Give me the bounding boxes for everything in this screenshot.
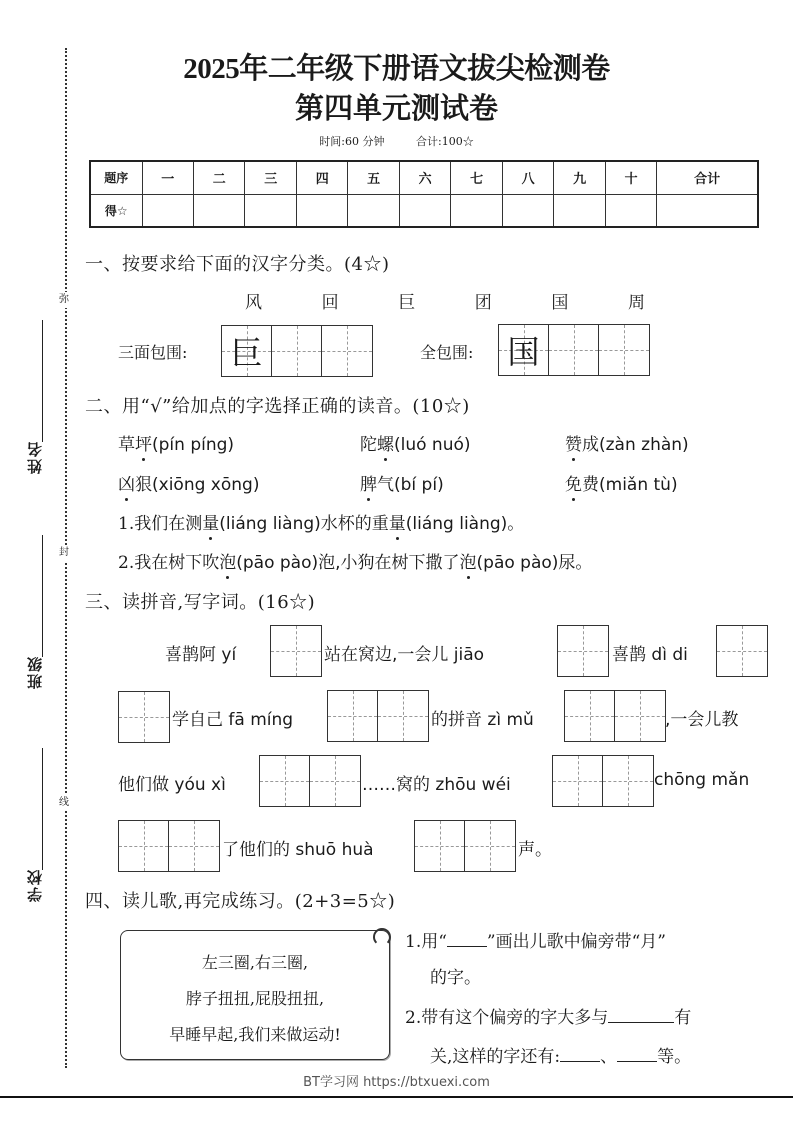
score-table-score-row (90, 194, 758, 227)
q2-sentence-2[interactable]: 2.我在树下吹泡(pāo pào)泡,小狗在树下撒了泡(pāo pào)尿。 (118, 553, 593, 573)
col-6: 六 (399, 161, 450, 194)
q2-item[interactable]: 草坪(pín píng) (118, 435, 235, 455)
q1-group1-example: 巨 (230, 334, 263, 372)
poem-line: 早睡早起,我们来做运动! (169, 1025, 341, 1044)
q4-blank-example-1[interactable] (560, 1061, 600, 1062)
q1-group2-example: 国 (507, 333, 540, 371)
q3-answer-grid[interactable] (118, 820, 220, 872)
score-cell[interactable] (657, 194, 758, 227)
writing-cell[interactable] (599, 325, 649, 375)
paper-clip-icon (373, 928, 391, 946)
page-title: 2025年二年级下册语文拔尖检测卷 (183, 53, 610, 85)
q3-answer-grid[interactable] (716, 625, 768, 677)
total-score: 合计:100☆ (416, 135, 474, 148)
q3-text: 声。 (518, 840, 552, 860)
q3-answer-grid[interactable] (557, 625, 609, 677)
q3-answer-grid[interactable] (118, 691, 170, 743)
col-3: 三 (245, 161, 296, 194)
q3-text: 的拼音 zì mǔ (431, 710, 534, 730)
writing-cell[interactable] (272, 326, 322, 376)
page-subtitle: 第四单元测试卷 (294, 93, 498, 125)
q4-blank-related[interactable] (608, 1022, 674, 1023)
score-cell[interactable] (245, 194, 296, 227)
name-field-line[interactable] (42, 320, 43, 442)
seal-char-xian: 线 (59, 795, 69, 811)
score-cell[interactable] (502, 194, 553, 227)
row-label-score: 得☆ (90, 194, 142, 227)
q3-text: 了他们的 shuō huà (222, 840, 374, 860)
poem-line: 脖子扭扭,屁股扭扭, (185, 989, 325, 1008)
q3-text: ,一会儿教 (665, 710, 739, 730)
score-cell[interactable] (142, 194, 193, 227)
q1-char: 风 (245, 293, 262, 313)
poem-card (120, 930, 390, 1060)
q3-text: 喜鹊阿 yí (165, 645, 237, 665)
q4-part2-cont: 关,这样的字还有: 、 等。 (430, 1047, 692, 1067)
score-cell[interactable] (605, 194, 656, 227)
q1-group1-grid[interactable] (221, 325, 373, 377)
bottom-rule (0, 1096, 793, 1098)
q1-group1-label: 三面包围: (118, 343, 188, 362)
score-cell[interactable] (451, 194, 502, 227)
q1-char-list (245, 288, 645, 313)
q2-item[interactable]: 凶狠(xiōng xōng) (118, 475, 260, 495)
q3-text: ……窝的 zhōu wéi (362, 775, 511, 795)
q1-char: 团 (474, 293, 492, 313)
q1-char: 周 (627, 293, 645, 313)
q1-group2-label: 全包围: (420, 343, 474, 362)
exam-meta (0, 133, 793, 149)
col-5: 五 (348, 161, 399, 194)
q4-blank-example-2[interactable] (617, 1061, 657, 1062)
class-field-line[interactable] (42, 535, 43, 657)
score-cell[interactable] (193, 194, 244, 227)
q3-text: chōng mǎn (654, 770, 750, 790)
q1-char: 回 (321, 293, 339, 313)
col-2: 二 (193, 161, 244, 194)
seal-char-feng: 封 (59, 545, 69, 561)
score-cell[interactable] (399, 194, 450, 227)
school-field-label: 学校 (26, 868, 44, 902)
q2-item[interactable]: 赞成(zàn zhàn) (565, 435, 689, 455)
q2-item[interactable]: 免费(miǎn tù) (565, 475, 678, 495)
q3-text: 学自己 fā míng (172, 710, 294, 730)
writing-cell[interactable] (549, 325, 599, 375)
q4-part1: 1.用“ ”画出儿歌中偏旁带“月” (405, 932, 666, 952)
class-field-label: 班级 (26, 655, 44, 689)
q3-answer-grid[interactable] (552, 755, 654, 807)
q4-blank-line-style[interactable] (447, 946, 487, 947)
col-9: 九 (554, 161, 605, 194)
col-1: 一 (142, 161, 193, 194)
poem-line: 左三圈,右三圈, (201, 953, 309, 972)
q2-title: 二、用“√”给加点的字选择正确的读音。(10☆) (85, 396, 470, 417)
score-table-header-row (90, 161, 758, 194)
col-10: 十 (605, 161, 656, 194)
time-limit: 时间:60 分钟 (319, 135, 385, 148)
col-total: 合计 (657, 161, 758, 194)
q3-answer-grid[interactable] (414, 820, 516, 872)
q3-title: 三、读拼音,写字词。(16☆) (85, 592, 316, 613)
writing-cell[interactable] (322, 326, 372, 376)
score-cell[interactable] (348, 194, 399, 227)
q4-part2: 2.带有这个偏旁的字大多与 有 (405, 1008, 692, 1028)
seal-char-mi: 弥 (59, 292, 69, 308)
q3-text: 他们做 yóu xì (118, 775, 226, 795)
q2-item[interactable]: 陀螺(luó nuó) (360, 435, 471, 455)
score-cell[interactable] (554, 194, 605, 227)
score-cell[interactable] (296, 194, 347, 227)
q3-text: 喜鹊 dì di (612, 645, 688, 665)
q3-answer-grid[interactable] (259, 755, 361, 807)
q3-answer-grid[interactable] (327, 690, 429, 742)
col-7: 七 (451, 161, 502, 194)
q3-answer-grid[interactable] (270, 625, 322, 677)
q1-char: 国 (551, 293, 569, 313)
q2-item[interactable]: 脾气(bí pí) (360, 475, 444, 495)
q3-text: 站在窝边,一会儿 jiāo (324, 645, 485, 665)
q1-group2-grid[interactable] (498, 324, 650, 376)
q4-part1-cont: 的字。 (430, 968, 481, 988)
school-field-line[interactable] (42, 748, 43, 870)
watermark: BT学习网 https://btxuexi.com (303, 1075, 490, 1090)
q4-title: 四、读儿歌,再完成练习。(2+3=5☆) (85, 891, 396, 912)
q1-title: 一、按要求给下面的汉字分类。(4☆) (85, 254, 390, 275)
q1-char: 巨 (398, 293, 416, 313)
q3-answer-grid[interactable] (564, 690, 666, 742)
row-label-question: 题序 (90, 161, 142, 194)
score-table (89, 160, 759, 228)
name-field-label: 姓名 (26, 440, 44, 474)
col-4: 四 (296, 161, 347, 194)
q2-sentence-1[interactable]: 1.我们在测量(liáng liàng)水杯的重量(liáng liàng)。 (118, 514, 525, 534)
col-8: 八 (502, 161, 553, 194)
